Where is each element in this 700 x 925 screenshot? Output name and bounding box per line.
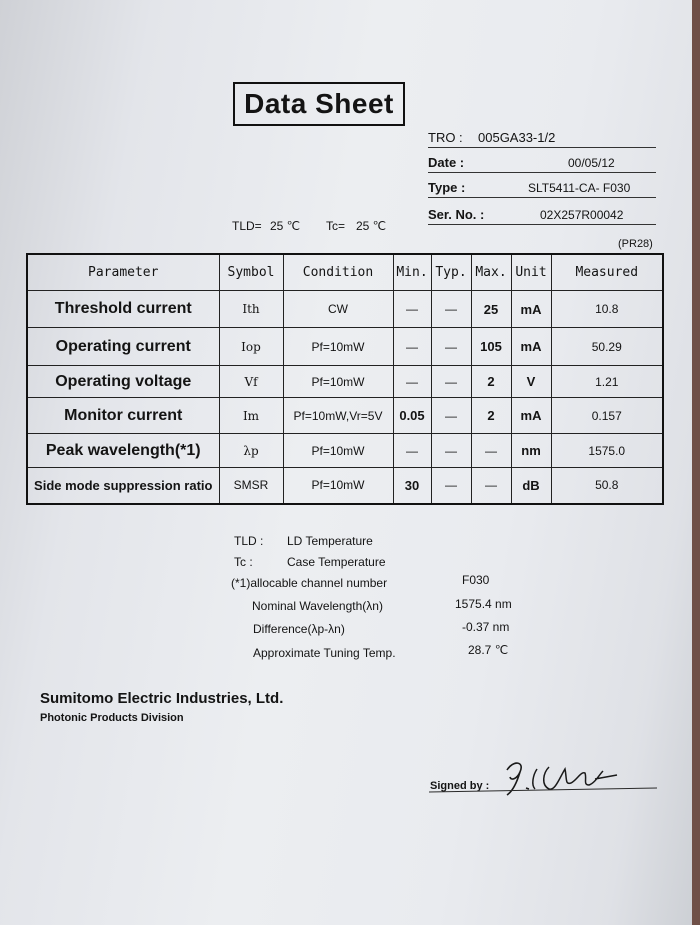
- cell-parameter: Operating voltage: [27, 366, 219, 398]
- cell-typ: —: [431, 468, 471, 504]
- note-tld-desc: LD Temperature: [287, 534, 373, 548]
- note-tuning-label: Approximate Tuning Temp.: [253, 646, 396, 660]
- cell-symbol: Iop: [219, 328, 283, 366]
- cell-measured: 50.8: [551, 468, 663, 504]
- cell-parameter: Threshold current: [27, 291, 219, 328]
- date-value: 00/05/12: [568, 156, 615, 170]
- table-header-row: [27, 254, 663, 291]
- cell-unit: mA: [511, 328, 551, 366]
- tc-condition-value: 25 ℃: [356, 219, 387, 233]
- cell-symbol: SMSR: [219, 468, 283, 504]
- tro-label: TRO :: [428, 130, 463, 145]
- cell-typ: —: [431, 434, 471, 468]
- note-tc-key: Tc :: [234, 555, 253, 569]
- tc-condition-label: Tc=: [326, 219, 346, 233]
- table-row: [27, 291, 663, 328]
- cell-max: —: [471, 434, 511, 468]
- type-field: [428, 177, 656, 198]
- cell-condition: Pf=10mW: [283, 434, 393, 468]
- table-row: [27, 328, 663, 366]
- cell-condition: Pf=10mW: [283, 468, 393, 504]
- date-field: [428, 152, 656, 173]
- cell-measured: 50.29: [551, 328, 663, 366]
- signed-by-label: Signed by :: [430, 780, 490, 792]
- cell-condition: CW: [283, 291, 393, 328]
- table-row: [27, 468, 663, 504]
- cell-min: —: [393, 434, 431, 468]
- note-tuning-value: 28.7 ℃: [468, 643, 509, 657]
- note-tld-key: TLD :: [234, 534, 264, 548]
- cell-min: 0.05: [393, 398, 431, 434]
- cell-min: —: [393, 328, 431, 366]
- col-header-measured: Measured: [551, 254, 663, 291]
- cell-max: 2: [471, 398, 511, 434]
- serial-value: 02X257R00042: [540, 208, 624, 222]
- cell-unit: dB: [511, 468, 551, 504]
- cell-condition: Pf=10mW: [283, 366, 393, 398]
- col-header-parameter: Parameter: [27, 254, 219, 291]
- col-header-min: Min.: [393, 254, 431, 291]
- cell-max: 25: [471, 291, 511, 328]
- cell-measured: 1575.0: [551, 434, 663, 468]
- cell-parameter: Side mode suppression ratio: [27, 468, 219, 504]
- tld-condition-label: TLD=: [232, 219, 262, 233]
- note-tc-desc: Case Temperature: [287, 555, 386, 569]
- tro-value: 005GA33-1/2: [478, 130, 556, 145]
- signature-icon: [425, 755, 660, 800]
- col-header-typ: Typ.: [431, 254, 471, 291]
- note-difference-label: Difference(λp-λn): [253, 622, 345, 636]
- cell-symbol: Im: [219, 398, 283, 434]
- cell-typ: —: [431, 398, 471, 434]
- tro-field: [428, 127, 656, 148]
- page-code: (PR28): [618, 238, 653, 250]
- cell-measured: 1.21: [551, 366, 663, 398]
- cell-condition: Pf=10mW: [283, 328, 393, 366]
- cell-symbol: Ith: [219, 291, 283, 328]
- table-row: [27, 366, 663, 398]
- cell-min: —: [393, 366, 431, 398]
- col-header-condition: Condition: [283, 254, 393, 291]
- col-header-symbol: Symbol: [219, 254, 283, 291]
- note-channel-value: F030: [462, 573, 490, 587]
- col-header-unit: Unit: [511, 254, 551, 291]
- cell-parameter: Peak wavelength(*1): [27, 434, 219, 468]
- cell-symbol: Vf: [219, 366, 283, 398]
- cell-min: —: [393, 291, 431, 328]
- cell-measured: 10.8: [551, 291, 663, 328]
- document-title: Data Sheet: [233, 82, 405, 126]
- cell-typ: —: [431, 328, 471, 366]
- table-row: [27, 398, 663, 434]
- cell-parameter: Monitor current: [27, 398, 219, 434]
- cell-max: —: [471, 468, 511, 504]
- col-header-max: Max.: [471, 254, 511, 291]
- cell-min: 30: [393, 468, 431, 504]
- cell-condition: Pf=10mW,Vr=5V: [283, 398, 393, 434]
- cell-typ: —: [431, 366, 471, 398]
- cell-unit: mA: [511, 398, 551, 434]
- cell-symbol: λp: [219, 434, 283, 468]
- note-channel-label: (*1)allocable channel number: [231, 576, 388, 590]
- cell-typ: —: [431, 291, 471, 328]
- date-label: Date :: [428, 155, 465, 170]
- type-label: Type :: [428, 180, 466, 195]
- cell-max: 2: [471, 366, 511, 398]
- table-row: [27, 434, 663, 468]
- note-nominal-value: 1575.4 nm: [455, 597, 512, 611]
- serial-label: Ser. No. :: [428, 207, 485, 222]
- company-name: Sumitomo Electric Industries, Ltd.: [40, 690, 284, 707]
- tld-condition-value: 25 ℃: [270, 219, 301, 233]
- cell-unit: nm: [511, 434, 551, 468]
- serial-field: [428, 204, 656, 225]
- cell-parameter: Operating current: [27, 328, 219, 366]
- note-nominal-label: Nominal Wavelength(λn): [252, 599, 383, 613]
- type-value: SLT5411-CA- F030: [528, 181, 631, 195]
- cell-measured: 0.157: [551, 398, 663, 434]
- cell-unit: V: [511, 366, 551, 398]
- division-name: Photonic Products Division: [40, 712, 184, 724]
- cell-unit: mA: [511, 291, 551, 328]
- cell-max: 105: [471, 328, 511, 366]
- note-difference-value: -0.37 nm: [462, 620, 510, 634]
- spec-table: [26, 253, 664, 505]
